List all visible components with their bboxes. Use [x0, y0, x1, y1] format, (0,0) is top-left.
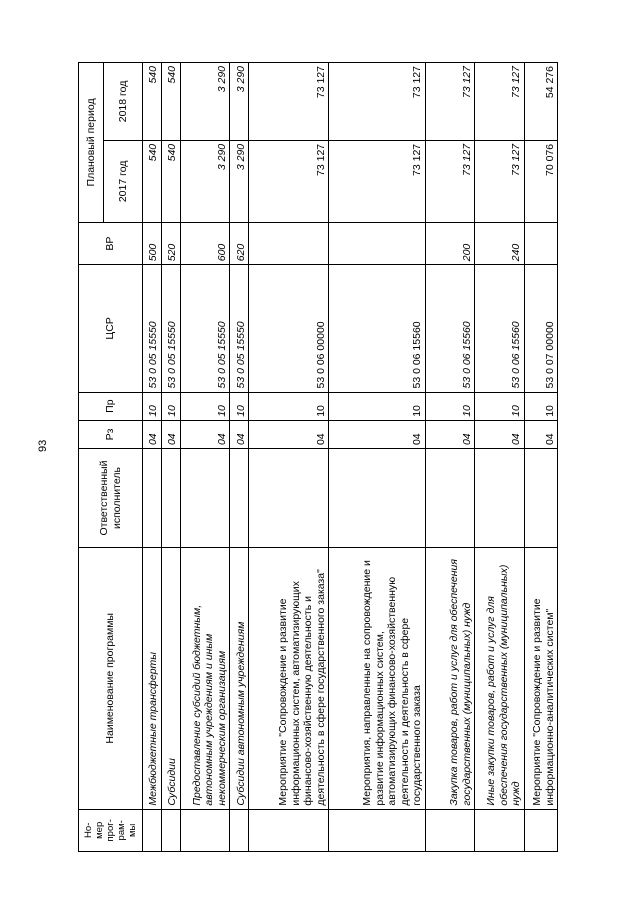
cell-y2017: 540 — [143, 140, 162, 222]
header-row-1 — [79, 63, 104, 852]
cell-y2018: 73 127 — [249, 63, 329, 141]
cell-pr: 10 — [329, 392, 426, 420]
cell-pr: 10 — [425, 392, 475, 420]
cell-csr: 53 0 06 15560 — [329, 265, 426, 392]
table-row — [230, 63, 249, 852]
col-header-pr: Пр — [79, 392, 143, 420]
cell-vr: 200 — [425, 222, 475, 264]
cell-name: Иные закупки товаров, работ и услуг для обеспечения государственных (муниципальных) нужд — [475, 548, 525, 810]
cell-rz: 04 — [329, 420, 426, 448]
table-row — [180, 63, 230, 852]
cell-vr: 240 — [475, 222, 525, 264]
cell-y2018: 540 — [161, 63, 180, 141]
cell-pr: 10 — [249, 392, 329, 420]
col-header-csr: ЦСР — [79, 265, 143, 392]
cell-vr: 520 — [161, 222, 180, 264]
cell-num — [475, 809, 525, 851]
cell-vr: 600 — [180, 222, 230, 264]
cell-exec — [425, 449, 475, 548]
cell-exec — [180, 449, 230, 548]
cell-pr: 10 — [524, 392, 557, 420]
cell-y2017: 3 290 — [180, 140, 230, 222]
col-header-2017: 2017 год — [104, 140, 143, 222]
cell-num — [180, 809, 230, 851]
cell-csr: 53 0 05 15550 — [161, 265, 180, 392]
page-number: 93 — [37, 439, 49, 452]
col-header-name: Наименование программы — [79, 548, 143, 810]
col-header-exec: Ответственный исполнитель — [79, 449, 143, 548]
table-row — [143, 63, 162, 852]
cell-pr: 10 — [230, 392, 249, 420]
cell-rz: 04 — [475, 420, 525, 448]
table-row — [161, 63, 180, 852]
col-header-vr: ВР — [79, 222, 143, 264]
table-row — [425, 63, 475, 852]
cell-num — [524, 809, 557, 851]
cell-csr: 53 0 06 15560 — [475, 265, 525, 392]
cell-y2017: 73 127 — [475, 140, 525, 222]
cell-y2017: 73 127 — [249, 140, 329, 222]
cell-vr — [249, 222, 329, 264]
cell-csr: 53 0 05 15550 — [230, 265, 249, 392]
cell-name: Мероприятия, направленные на сопровождение и развитие информационных систем, автоматизирующих финансово-хозяйственную деятельность и деятельность в сфере государственного заказа — [329, 548, 426, 810]
cell-y2018: 3 290 — [180, 63, 230, 141]
cell-csr: 53 0 05 15550 — [180, 265, 230, 392]
cell-vr: 500 — [143, 222, 162, 264]
cell-csr: 53 0 06 00000 — [249, 265, 329, 392]
cell-exec — [329, 449, 426, 548]
cell-pr: 10 — [143, 392, 162, 420]
col-header-num: Но- мер прог- рам- мы — [79, 809, 143, 851]
cell-y2017: 540 — [161, 140, 180, 222]
cell-num — [161, 809, 180, 851]
cell-name: Субсидии автономным учреждениям — [230, 548, 249, 810]
cell-name: Предоставление субсидий бюджетным, автономным учреждениям и иным некоммерческим организациям — [180, 548, 230, 810]
cell-rz: 04 — [524, 420, 557, 448]
cell-y2018: 73 127 — [475, 63, 525, 141]
cell-y2017: 73 127 — [425, 140, 475, 222]
table-row — [524, 63, 557, 852]
cell-exec — [249, 449, 329, 548]
cell-y2018: 73 127 — [425, 63, 475, 141]
cell-exec — [143, 449, 162, 548]
cell-name: Мероприятие "Сопровождение и развитие информационных систем, автоматизирующих финансово-хозяйственную деятельность и деятельность в сфере государственного заказа" — [249, 548, 329, 810]
cell-rz: 04 — [230, 420, 249, 448]
cell-name: Межбюджетные трансферты — [143, 548, 162, 810]
col-header-2018: 2018 год — [104, 63, 143, 141]
cell-num — [249, 809, 329, 851]
cell-pr: 10 — [180, 392, 230, 420]
cell-csr: 53 0 07 00000 — [524, 265, 557, 392]
col-header-planned: Плановый период — [79, 63, 104, 223]
cell-y2017: 70 076 — [524, 140, 557, 222]
cell-vr — [524, 222, 557, 264]
cell-rz: 04 — [249, 420, 329, 448]
cell-name: Закупка товаров, работ и услуг для обеспечения государственных (муниципальных) нужд — [425, 548, 475, 810]
cell-pr: 10 — [161, 392, 180, 420]
cell-y2017: 3 290 — [230, 140, 249, 222]
cell-exec — [475, 449, 525, 548]
table-body — [143, 63, 558, 852]
cell-num — [425, 809, 475, 851]
table-row — [249, 63, 329, 852]
cell-pr: 10 — [475, 392, 525, 420]
cell-exec — [524, 449, 557, 548]
budget-program-table — [78, 62, 558, 852]
cell-vr: 620 — [230, 222, 249, 264]
cell-y2018: 73 127 — [329, 63, 426, 141]
cell-num — [329, 809, 426, 851]
cell-rz: 04 — [143, 420, 162, 448]
cell-rz: 04 — [425, 420, 475, 448]
cell-vr — [329, 222, 426, 264]
cell-num — [230, 809, 249, 851]
rotated-table-container — [78, 62, 558, 852]
cell-y2018: 3 290 — [230, 63, 249, 141]
cell-rz: 04 — [161, 420, 180, 448]
cell-exec — [161, 449, 180, 548]
cell-num — [143, 809, 162, 851]
table-row — [475, 63, 525, 852]
cell-csr: 53 0 06 15560 — [425, 265, 475, 392]
cell-name: Мероприятие "Сопровождение и развитие информационно-аналитических систем" — [524, 548, 557, 810]
cell-y2018: 540 — [143, 63, 162, 141]
cell-rz: 04 — [180, 420, 230, 448]
table-row — [329, 63, 426, 852]
cell-y2017: 73 127 — [329, 140, 426, 222]
cell-csr: 53 0 05 15550 — [143, 265, 162, 392]
col-header-rz: Рз — [79, 420, 143, 448]
cell-name: Субсидии — [161, 548, 180, 810]
cell-exec — [230, 449, 249, 548]
cell-y2018: 54 276 — [524, 63, 557, 141]
